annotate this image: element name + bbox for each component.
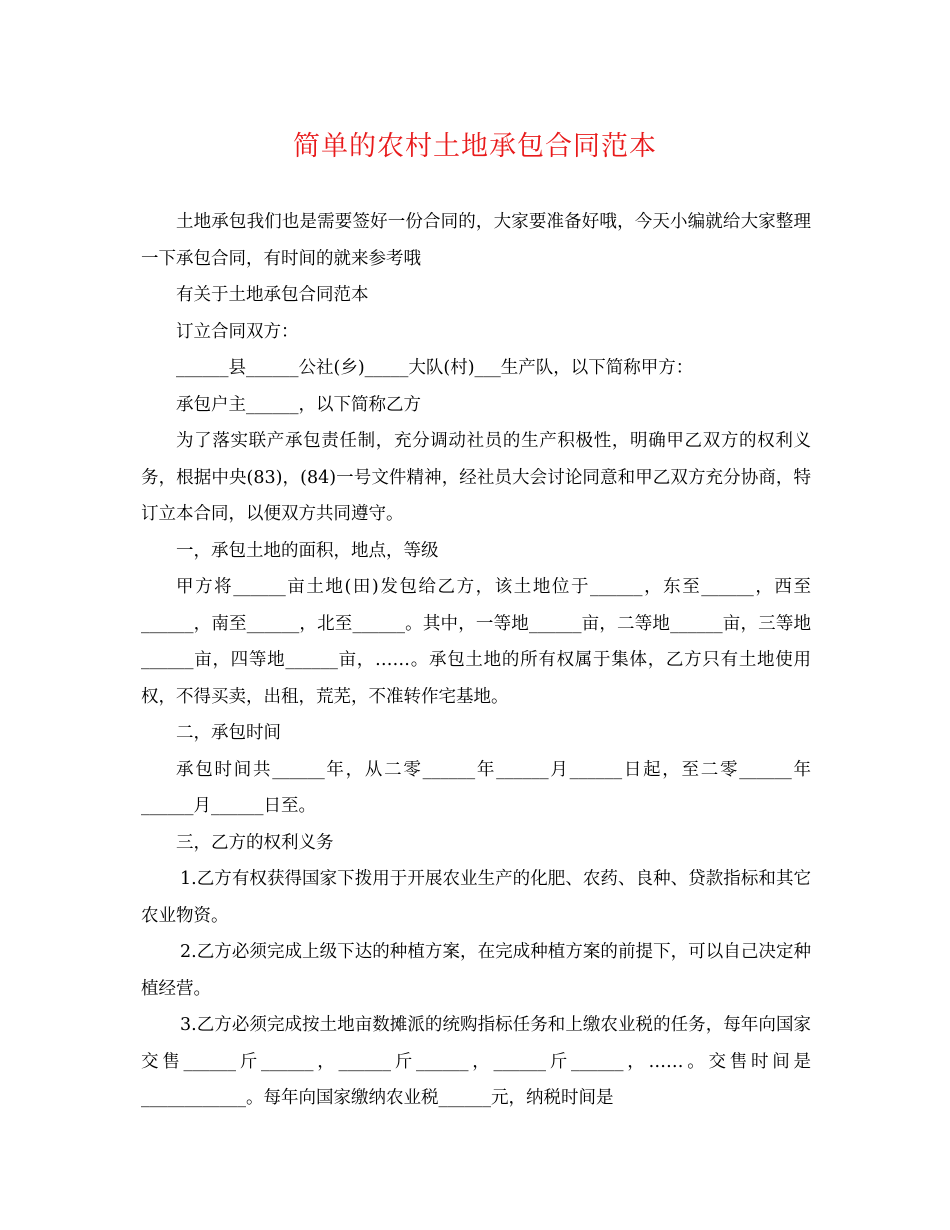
subtitle-paragraph: 有关于土地承包合同范本 (176, 285, 369, 305)
document-title: 简单的农村土地承包合同范本 (293, 131, 657, 162)
parties-heading: 订立合同双方： (176, 321, 299, 342)
document-body (141, 204, 811, 1117)
section-3-item-1: 1.乙方有权获得国家下拨用于开展农业生产的化肥、农药、良种、贷款指标和其它农业物资。 (141, 869, 811, 926)
party-a-line: ______县______公社(乡)_____大队(村)___生产队，以下简称甲方： (176, 358, 694, 378)
section-1-body: 甲方将______亩土地(田)发包给乙方，该土地位于______，东至______，西至______，南至______，北至______。其中，一等地______亩，二等地______亩，三等地______亩，四等地______亩，……。承包土地的所有权属于集体，乙方只有土地使用权，不得买卖，出租，荒芜，不准转作宅基地。 (141, 577, 811, 707)
section-3-item-3: 3.乙方必须完成按土地亩数摊派的统购指标任务和上缴农业税的任务，每年向国家交售______斤______，______斤______，______斤______，……。交售时间是____________。每年向国家缴纳农业税______元，纳税时间是 (141, 1015, 811, 1108)
purpose-paragraph: 为了落实联产承包责任制，充分调动社员的生产积极性，明确甲乙双方的权利义务，根据中央(83)，(84)一号文件精神，经社员大会讨论同意和甲乙双方充分协商，特订立本合同，以便双方共同遵守。 (141, 431, 811, 524)
intro-paragraph: 土地承包我们也是需要签好一份合同的，大家要准备好哦，今天小编就给大家整理一下承包合同，有时间的就来参考哦 (141, 212, 811, 269)
section-1-heading: 一，承包土地的面积，地点，等级 (176, 540, 439, 561)
section-3-item-2: 2.乙方必须完成上级下达的种植方案，在完成种植方案的前提下，可以自己决定种植经营。 (141, 942, 811, 999)
party-b-line: 承包户主______，以下简称乙方 (176, 394, 421, 415)
section-2-heading: 二，承包时间 (176, 723, 281, 743)
section-2-body: 承包时间共______年，从二零______年______月______日起，至二零______年______月______日至。 (141, 759, 811, 816)
section-3-heading: 三，乙方的权利义务 (176, 832, 334, 853)
